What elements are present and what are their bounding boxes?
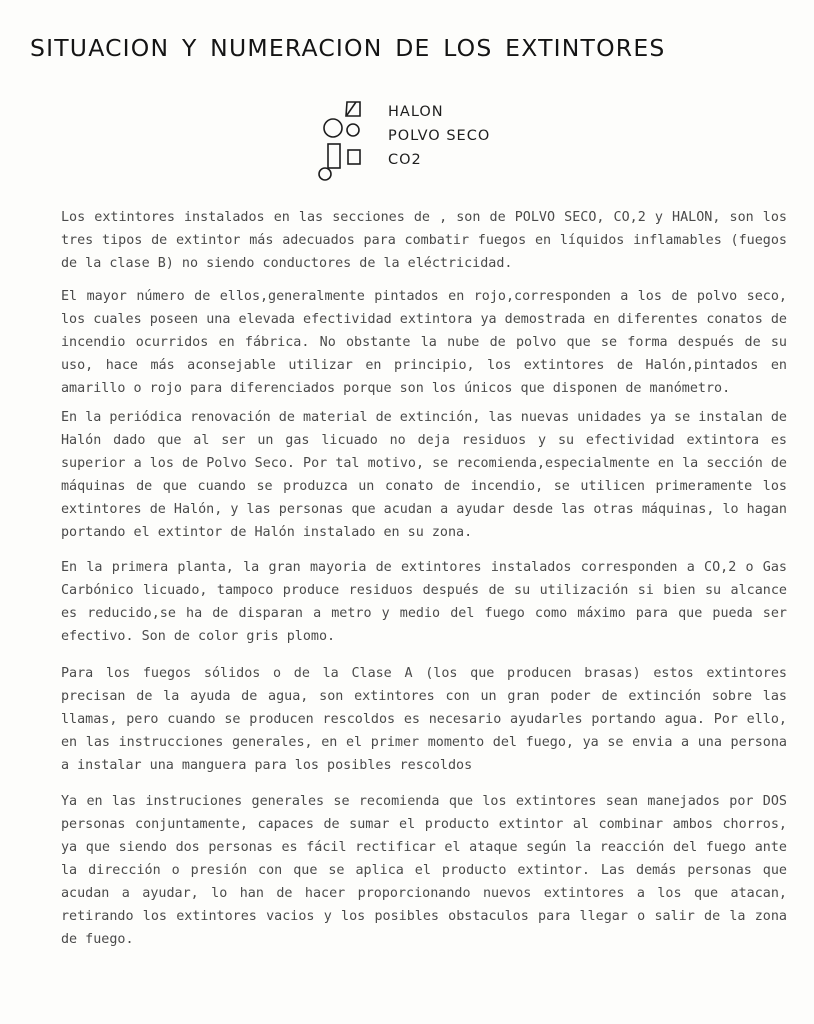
paragraph-polvo-seco: El mayor número de ellos,generalmente pintados en rojo,corresponden a los de polvo seco, los cuales poseen una elevada efectividad extintora ya demostrada en diferentes conatos de incendio ocurridos en fábrica. No obstante la nube de polvo que se forma después de su uso, hace más aconsejable utilizar en principio, los extintores de Halón,pintados en amarillo o rojo para diferenciados porque son los únicos que disponen de manómetro. <box>61 289 787 396</box>
triangle-icon <box>346 102 360 116</box>
document-body <box>61 206 787 964</box>
paragraph-instrucciones: Ya en las instruciones generales se recomienda que los extintores sean manejados por DOS personas conjuntamente, capaces de sumar el producto extintor al combinar ambos chorros, ya que siendo dos personas es fácil rectificar el ataque según la reacción del fuego ante la dirección o presión con que se aplica el producto extintor. Las demás personas que acudan a ayudar, lo han de hacer proporcionando nuevos extintores a los que atacan, retirando los extintores vacios y los posibles obstaculos para llegar o salir de la zona de fuego. <box>61 794 787 947</box>
square-icon <box>348 150 360 164</box>
paragraph-clase-a: Para los fuegos sólidos o de la Clase A (los que producen brasas) estos extintores precisan de la ayuda de agua, son extintores con un gran poder de extinción sobre las llamas, pero cuando se producen rescoldos es necesario ayudarles portando agua. Por ello, en las instrucciones generales, en el primer momento del fuego, ya se envia a una persona a instalar una manguera para los posibles rescoldos <box>61 666 787 773</box>
legend-symbols <box>312 98 388 188</box>
paragraph-intro: Los extintores instalados en las secciones de , son de POLVO SECO, CO,2 y HALON, son los tres tipos de extintor más adecuados para combatir fuegos en líquidos inflamables (fuegos de la clase B) no siendo conductores de la eléctricidad. <box>61 210 787 271</box>
page-title: SITUACION Y NUMERACION DE LOS EXTINTORES <box>30 34 666 62</box>
square-icon-tall <box>328 144 340 168</box>
paragraph-co2: En la primera planta, la gran mayoria de extintores instalados corresponden a CO,2 o Gas Carbónico licuado, tampoco produce residuos después de su utilización si bien su alcance es reducido,se ha de disparan a metro y medio del fuego como máximo para que pueda ser efectivo. Son de color gris plomo. <box>61 560 787 644</box>
legend-label-halon: HALON <box>388 104 444 120</box>
extinguisher-legend <box>312 98 532 188</box>
circle-icon <box>324 119 342 137</box>
circle-icon-base <box>319 168 331 180</box>
legend-label-polvo-seco: POLVO SECO <box>388 128 491 144</box>
legend-label-co2: CO2 <box>388 152 422 168</box>
circle-icon-small <box>347 124 359 136</box>
paragraph-halon: En la periódica renovación de material de extinción, las nuevas unidades ya se instalan de Halón dado que al ser un gas licuado no deja residuos y su efectividad extintora es superior a los de Polvo Seco. Por tal motivo, se recomienda,especialmente en la sección de máquinas de que cuando se produzca un conato de incendio, se utilicen primeramente los extintores de Halón, y las personas que acudan a ayudar desde las otras máquinas, lo hagan portando el extintor de Halón instalado en su zona. <box>61 410 787 540</box>
